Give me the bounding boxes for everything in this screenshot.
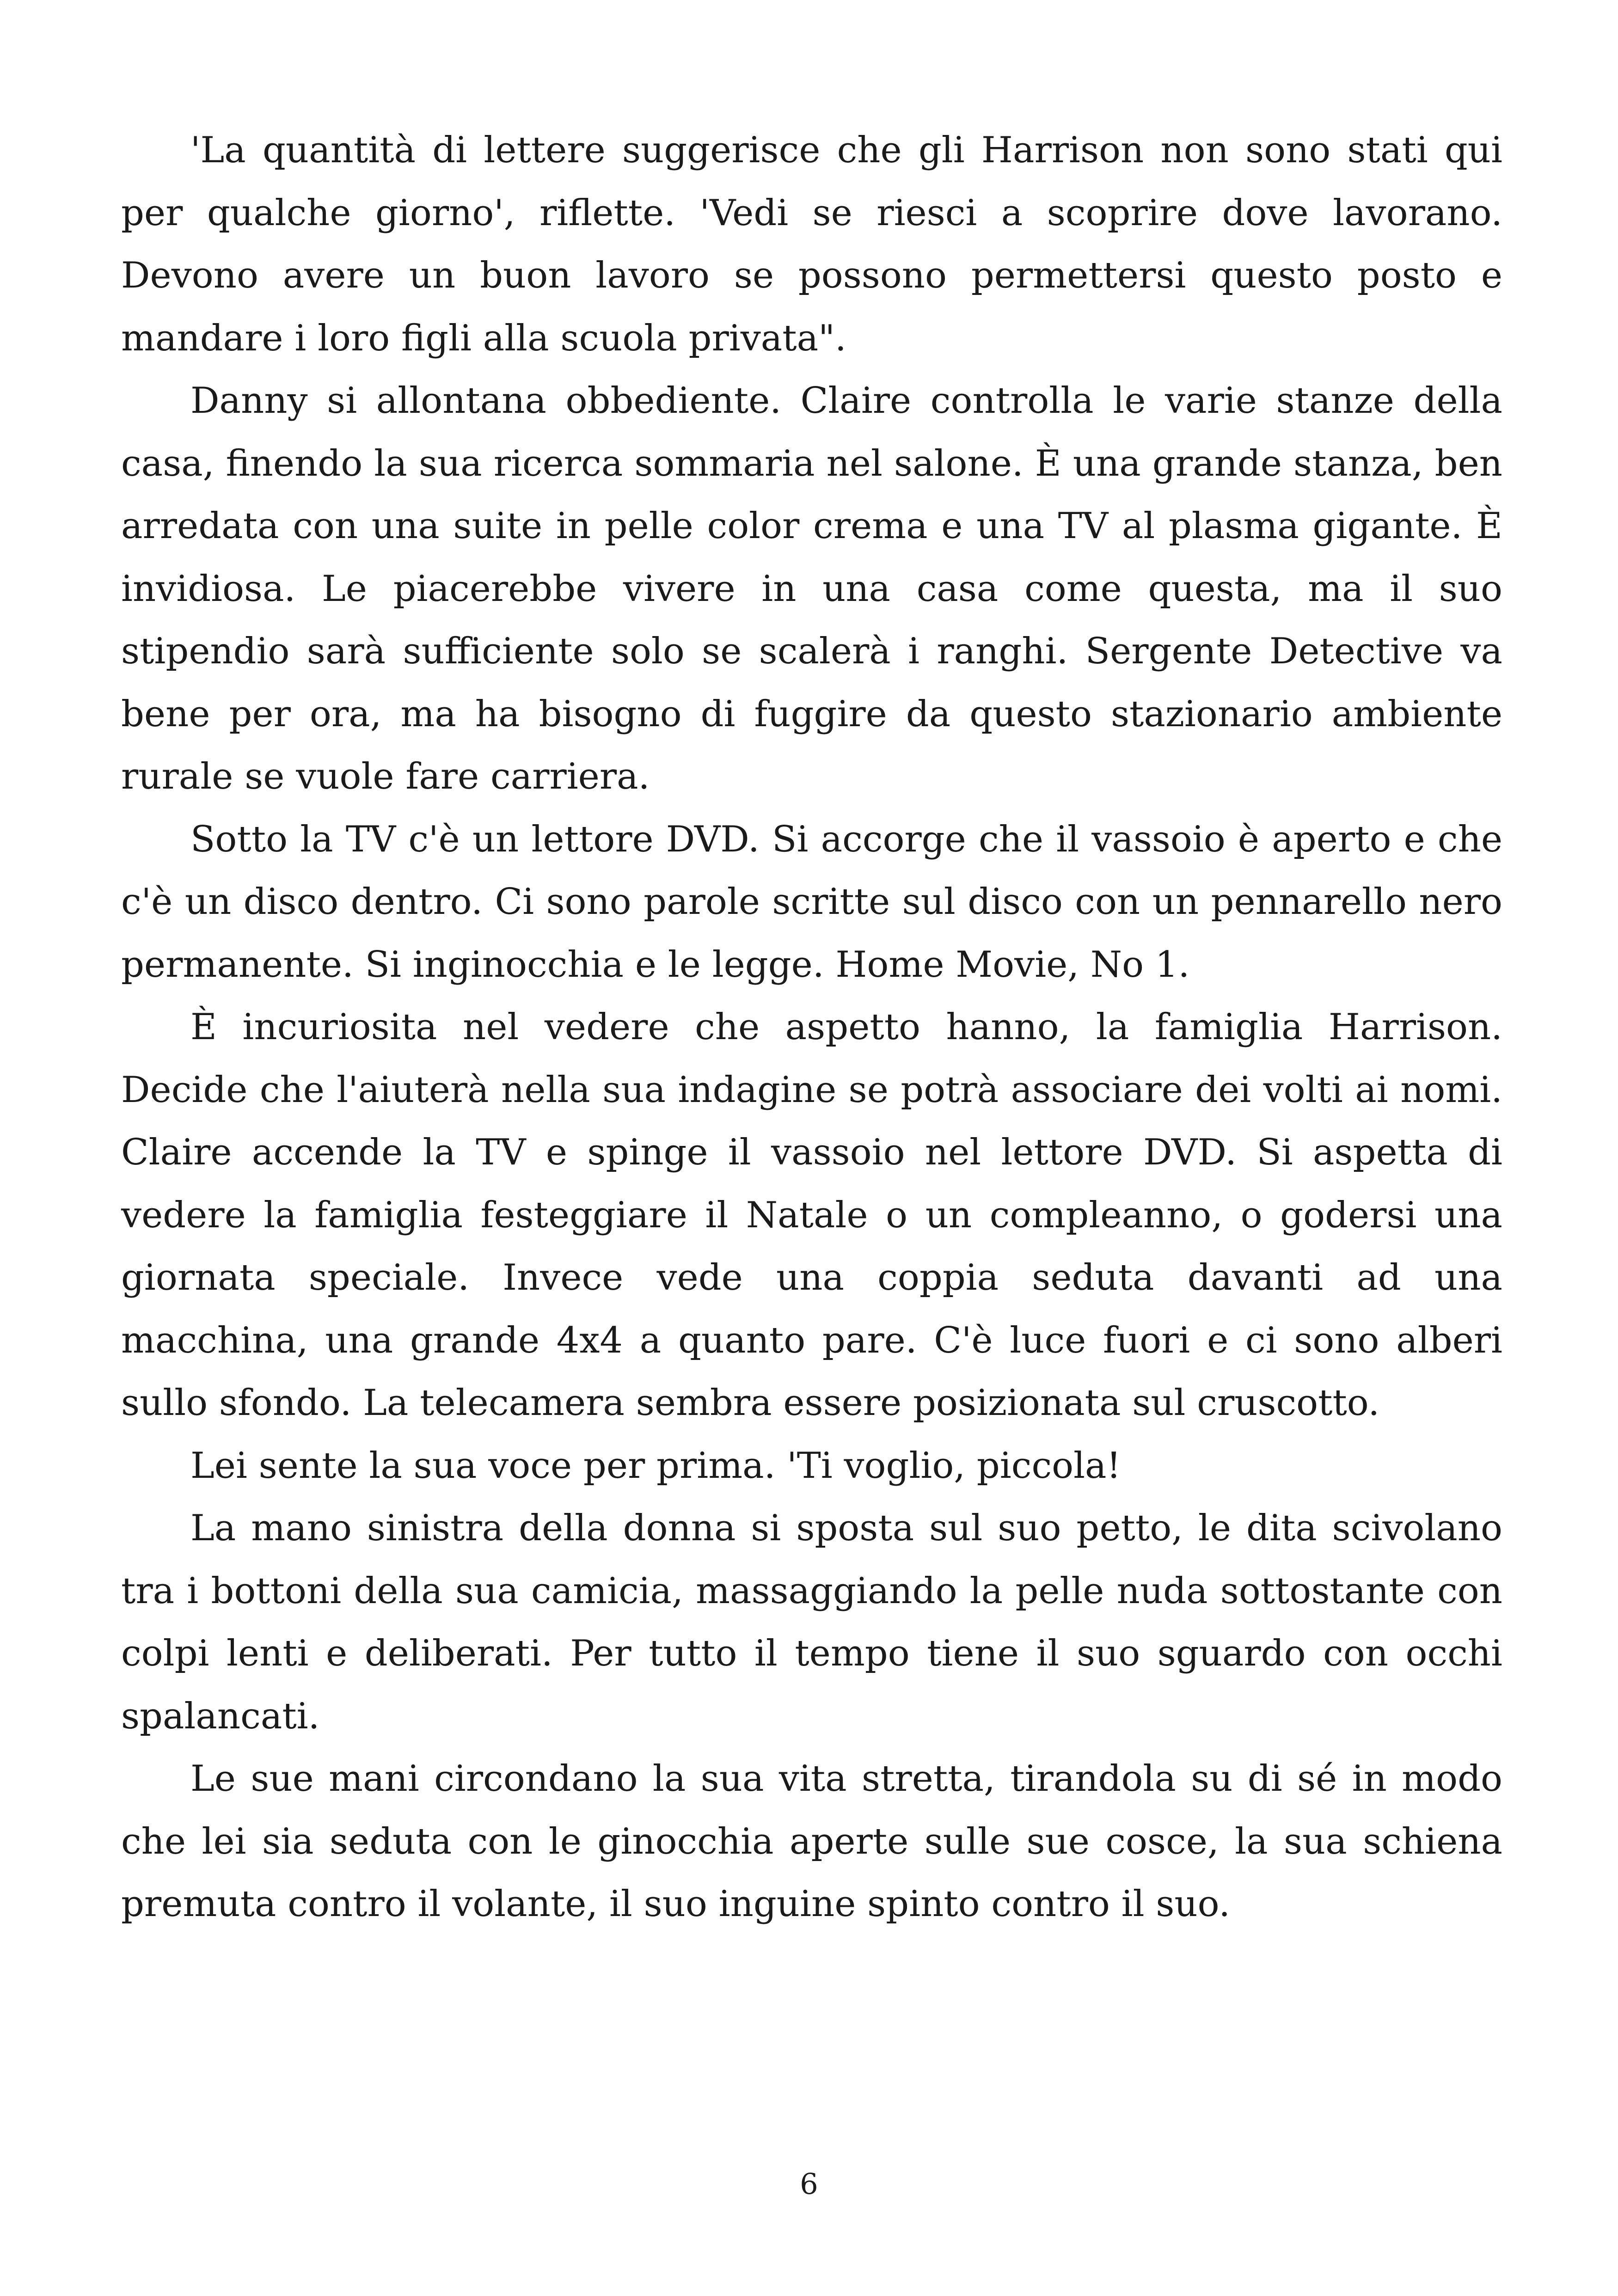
paragraph-7: Le sue mani circondano la sua vita stretta, tirandola su di sé in modo che lei sia seduta con le ginocchia aperte sulle sue cosce, la sua schiena premuta contro il volante, il suo inguine spinto contro il suo. bbox=[121, 1758, 1502, 1925]
paragraph-4: È incuriosita nel vedere che aspetto hanno, la famiglia Harrison. Decide che l'aiuterà nella sua indagine se potrà associare dei volti ai nomi. Claire accende la TV e spinge il vassoio nel lettore DVD. Si aspetta di vedere la famiglia festeggiare il Natale o un compleanno, o godersi una giornata speciale. Invece vede una coppia seduta davanti ad una macchina, una grande 4x4 a quanto pare. C'è luce fuori e ci sono alberi sullo sfondo. La telecamera sembra essere posizionata sul cruscotto. bbox=[121, 1006, 1502, 1424]
paragraph-2: Danny si allontana obbediente. Claire controlla le varie stanze della casa, finendo la sua ricerca sommaria nel salone. È una grande stanza, ben arredata con una suite in pelle color crema e una TV al plasma gigante. È invidiosa. Le piacerebbe vivere in una casa come questa, ma il suo stipendio sarà sufficiente solo se scalerà i ranghi. Sergente Detective va bene per ora, ma ha bisogno di fuggire da questo stazionario ambiente rurale se vuole fare carriera. bbox=[121, 380, 1502, 797]
paragraph-3: Sotto la TV c'è un lettore DVD. Si accorge che il vassoio è aperto e che c'è un disco dentro. Ci sono parole scritte sul disco con un pennarello nero permanente. Si inginocchia e le legge. Home Movie, No 1. bbox=[121, 818, 1502, 986]
page-body-text bbox=[121, 119, 1502, 1936]
paragraph-1: 'La quantità di lettere suggerisce che gli Harrison non sono stati qui per qualche giorno', riflette. 'Vedi se riesci a scoprire dove lavorano. Devono avere un buon lavoro se possono permettersi questo posto e mandare i loro figli alla scuola privata". bbox=[121, 129, 1502, 359]
paragraph-5: Lei sente la sua voce per prima. 'Ti voglio, piccola! bbox=[190, 1445, 1121, 1487]
paragraph-6: La mano sinistra della donna si sposta sul suo petto, le dita scivolano tra i bottoni della sua camicia, massaggiando la pelle nuda sottostante con colpi lenti e deliberati. Per tutto il tempo tiene il suo sguardo con occhi spalancati. bbox=[121, 1507, 1502, 1737]
page-number: 6 bbox=[800, 2167, 818, 2201]
